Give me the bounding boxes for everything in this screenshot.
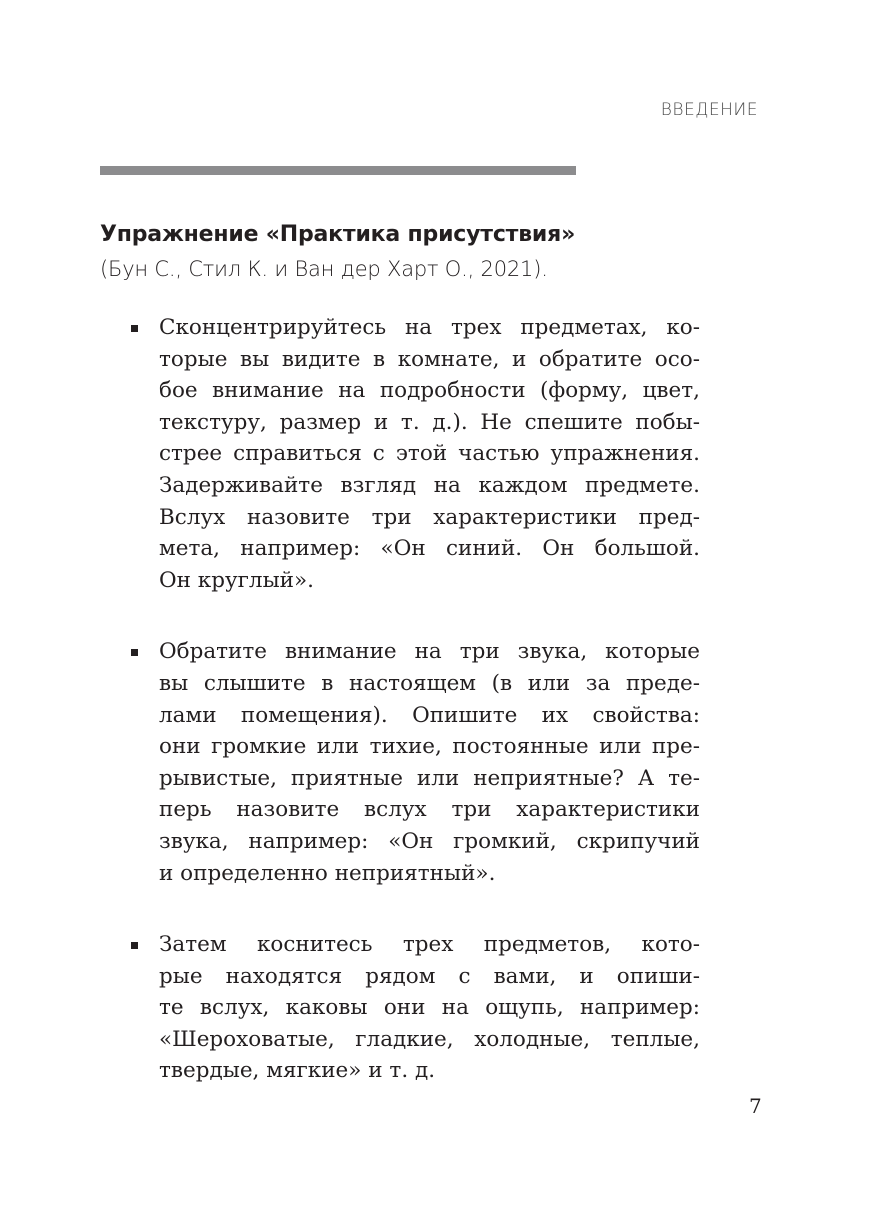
text-line: текстуру, размер и т. д.). Не спешите побы- [159, 409, 700, 435]
text-line: Затем коснитесь трех предметов, кото- [159, 932, 700, 958]
text-line: те вслух, каковы они на ощупь, например: [159, 995, 700, 1021]
bullet-list [100, 312, 700, 1127]
square-bullet-icon [131, 649, 138, 656]
text-line: перь назовите вслух три характеристики [159, 797, 700, 823]
square-bullet-icon [131, 942, 138, 949]
text-line: рывистые, приятные или неприятные? А те- [159, 765, 700, 791]
text-line: звука, например: «Он громкий, скрипучий [159, 828, 700, 854]
text-line: «Шероховатые, гладкие, холодные, теплые, [159, 1026, 700, 1052]
square-bullet-icon [131, 325, 138, 332]
text-line: твердые, мягкие» и т. д. [159, 1058, 436, 1084]
bullet-item-sounds [100, 636, 700, 889]
text-line: Вслух назовите три характеристики пред- [159, 504, 700, 530]
text-line: лами помещения). Опишите их свойства: [159, 702, 700, 728]
page-number: 7 [749, 1094, 762, 1118]
bullet-item-touch [100, 929, 700, 1087]
text-line: стрее справиться с этой частью упражнения. [159, 441, 700, 467]
text-line: мета, например: «Он синий. Он большой. [159, 536, 700, 562]
text-line: Он круглый». [159, 567, 314, 593]
text-line: торые вы видите в комнате, и обратите осо- [159, 346, 700, 372]
running-header: ВВЕДЕНИЕ [660, 100, 758, 120]
text-line: бое внимание на подробности (форму, цвет, [159, 378, 700, 404]
text-line: Обратите внимание на три звука, которые [159, 639, 700, 665]
text-line: и определенно неприятный». [159, 860, 496, 886]
text-line: Сконцентрируйтесь на трех предметах, ко- [159, 315, 700, 340]
text-line: они громкие или тихие, постоянные или пре- [159, 734, 700, 760]
exercise-citation: (Бун С., Стил К. и Ван дер Харт О., 2021). [100, 257, 548, 281]
section-divider [100, 166, 576, 175]
text-line: рые находятся рядом с вами, и опиши- [159, 963, 700, 989]
bullet-item-objects [100, 312, 700, 596]
text-line: вы слышите в настоящем (в или за преде- [159, 670, 700, 696]
text-line: Задерживайте взгляд на каждом предмете. [159, 472, 700, 498]
exercise-title: Упражнение «Практика присутствия» [100, 222, 576, 247]
